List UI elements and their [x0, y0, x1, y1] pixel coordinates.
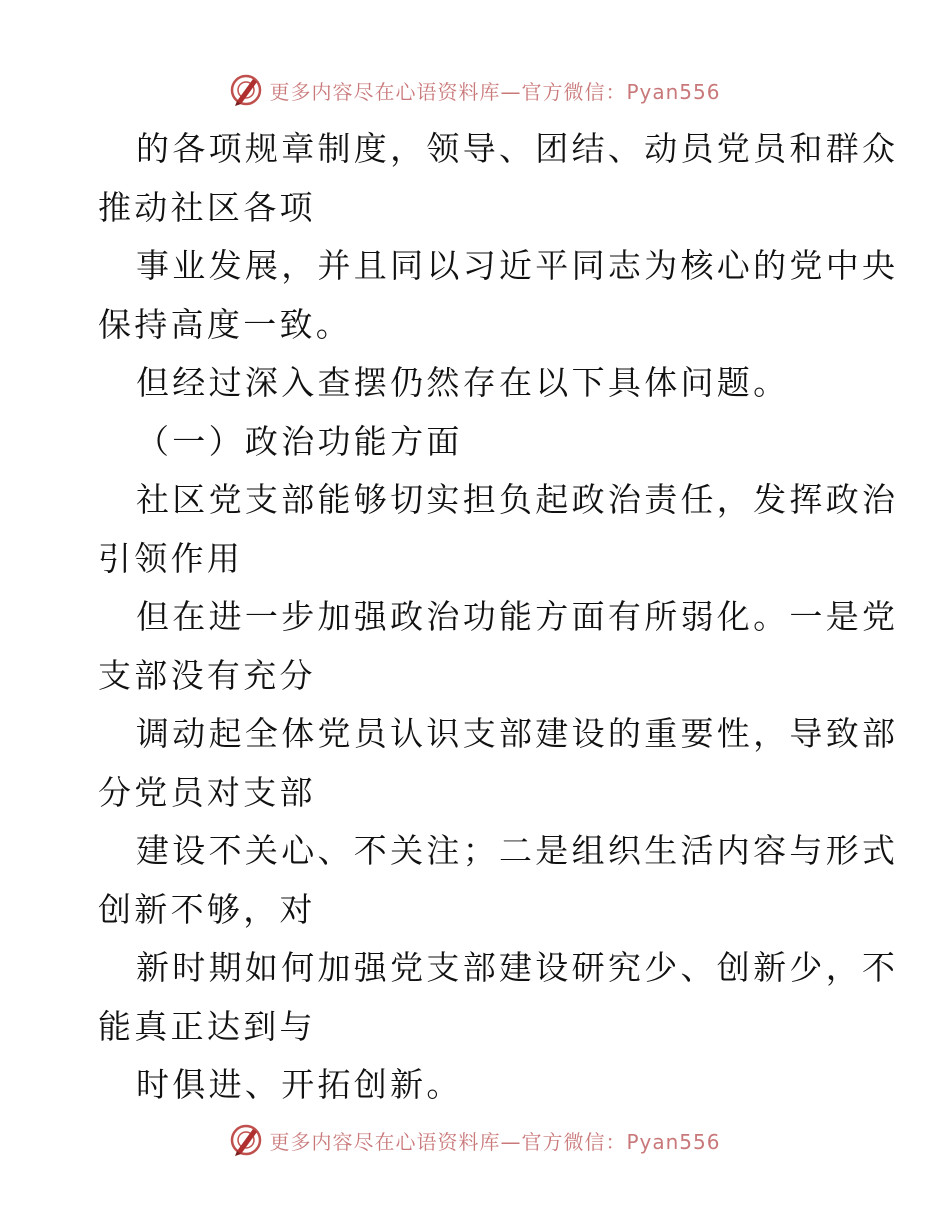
text-line: 社区党支部能够切实担负起政治责任，发挥政治 [136, 480, 899, 519]
text-line: 但在进一步加强政治功能方面有所弱化。一是党 [136, 597, 899, 636]
document-body [98, 120, 899, 1115]
text-line: （一）政治功能方面 [136, 421, 463, 461]
text-line: 保持高度一致。 [98, 304, 353, 344]
watermark-text: 更多内容尽在心语资料库—官方微信：Pyan556 [269, 79, 721, 104]
footer-watermark [0, 1120, 950, 1160]
text-line: 推动社区各项 [98, 187, 316, 227]
text-line: 支部没有充分 [98, 655, 316, 695]
pen-circle-logo-icon [229, 73, 263, 107]
pen-circle-logo-icon [229, 1123, 263, 1157]
text-line: 但经过深入查摆仍然存在以下具体问题。 [136, 363, 790, 402]
text-line: 新时期如何加强党支部建设研究少、创新少，不 [136, 948, 899, 987]
watermark-text: 更多内容尽在心语资料库—官方微信：Pyan556 [269, 1129, 721, 1154]
text-line: 时俱进、开拓创新。 [136, 1065, 463, 1104]
header-watermark [0, 70, 950, 110]
text-line: 分党员对支部 [98, 772, 316, 812]
text-line: 调动起全体党员认识支部建设的重要性，导致部 [136, 714, 899, 753]
text-line: 能真正达到与 [98, 1006, 316, 1046]
text-line: 创新不够，对 [98, 889, 316, 929]
text-line: 建设不关心、不关注；二是组织生活内容与形式 [136, 831, 899, 870]
text-line: 事业发展，并且同以习近平同志为核心的党中央 [136, 246, 899, 285]
text-line: 的各项规章制度，领导、团结、动员党员和群众 [136, 129, 899, 168]
text-line: 引领作用 [98, 538, 244, 578]
